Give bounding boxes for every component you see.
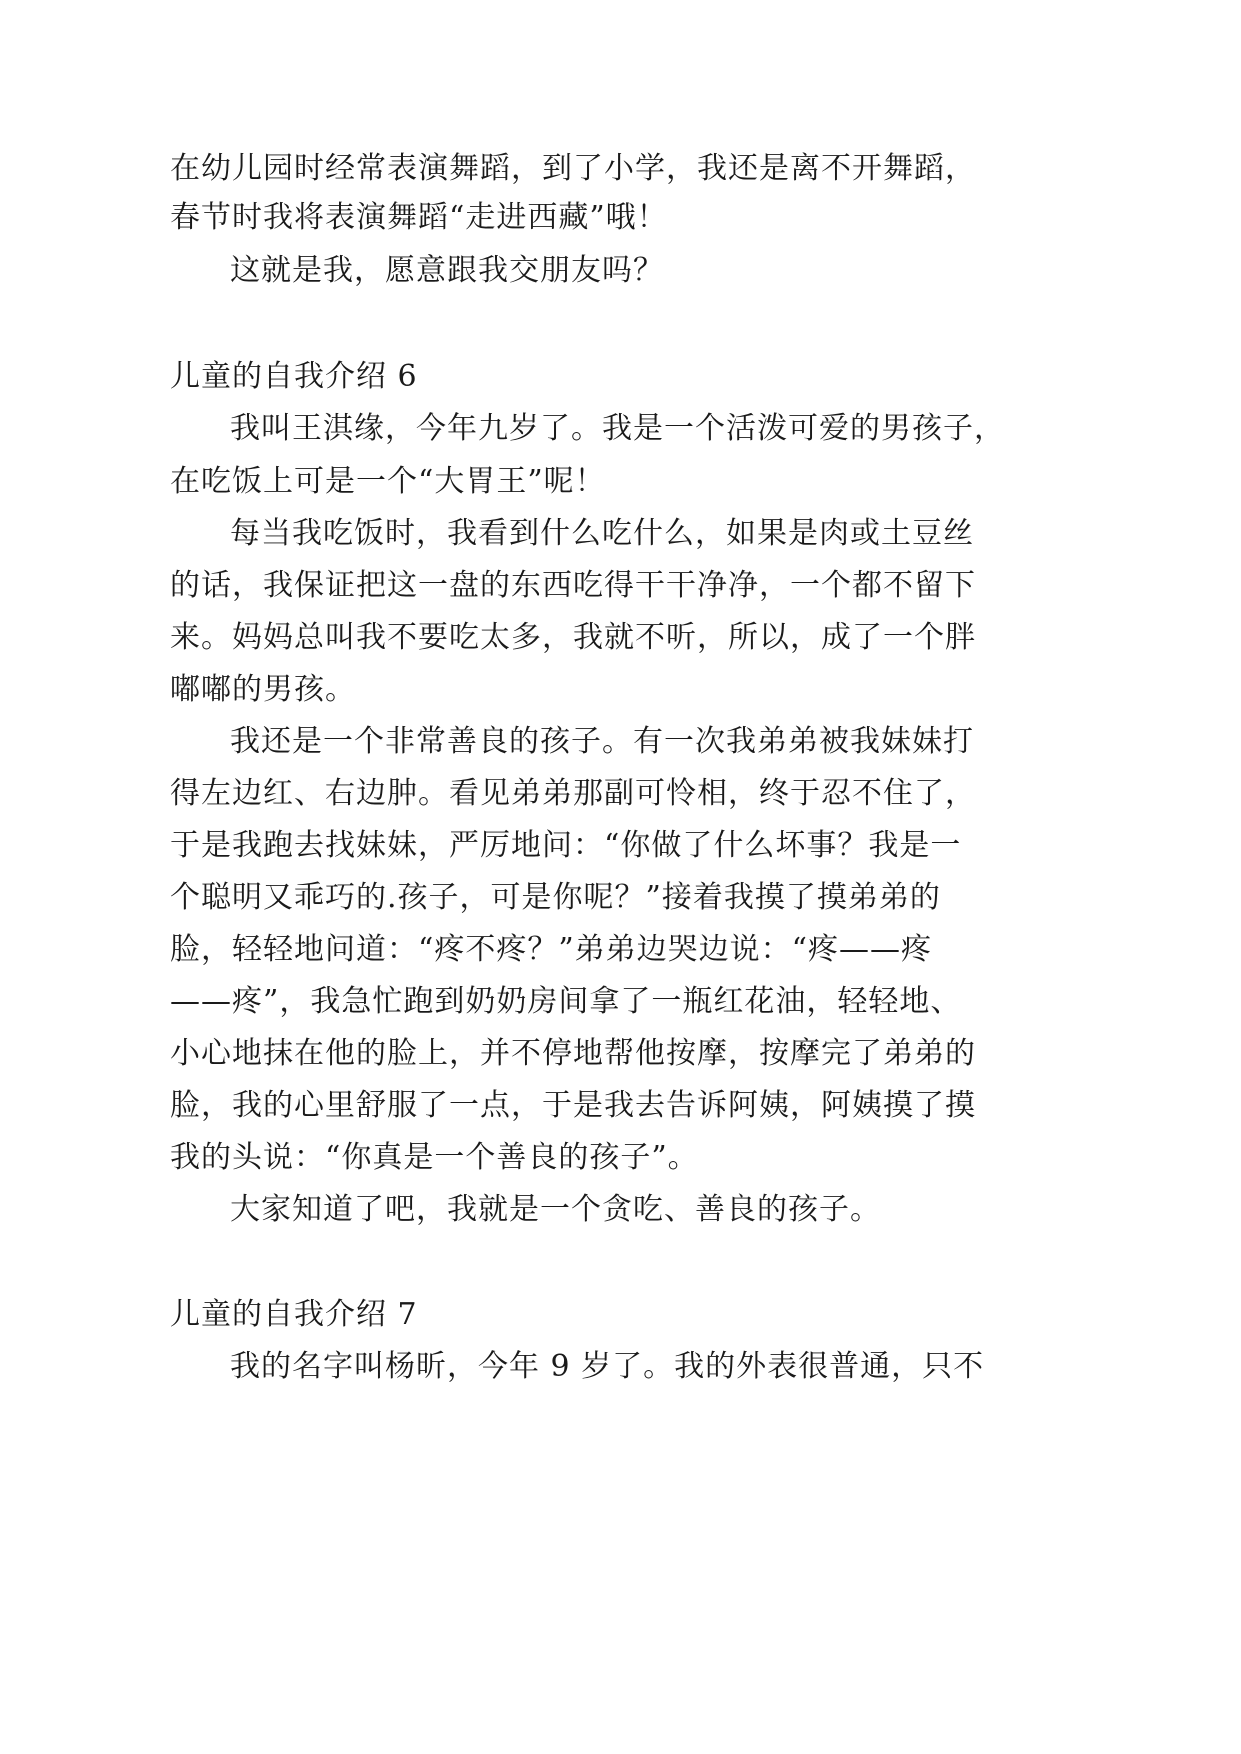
paragraph-line: 大家知道了吧，我就是一个贪吃、善良的孩子。 [230, 1192, 881, 1227]
paragraph-line: 每当我吃饭时，我看到什么吃什么，如果是肉或土豆丝 [230, 516, 974, 551]
paragraph-line: 我还是一个非常善良的孩子。有一次我弟弟被我妹妹打 [230, 724, 974, 759]
section-heading-6: 儿童的自我介绍 6 [170, 359, 418, 394]
paragraph-line: 脸，我的心里舒服了一点，于是我去告诉阿姨，阿姨摸了摸 [170, 1088, 976, 1123]
paragraph-line: 这就是我，愿意跟我交朋友吗？ [230, 253, 664, 288]
paragraph-line: 春节时我将表演舞蹈“走进西藏”哦！ [170, 200, 668, 235]
paragraph-line: 个聪明又乖巧的.孩子，可是你呢？”接着我摸了摸弟弟的 [170, 880, 941, 915]
paragraph-line: 在幼儿园时经常表演舞蹈，到了小学，我还是离不开舞蹈， [170, 151, 976, 186]
paragraph-line: 在吃饭上可是一个“大胃王”呢！ [170, 464, 606, 499]
paragraph-line: 小心地抹在他的脸上，并不停地帮他按摩，按摩完了弟弟的 [170, 1036, 976, 1071]
paragraph-line: 脸，轻轻地问道：“疼不疼？”弟弟边哭边说：“疼——疼 [170, 932, 933, 967]
paragraph-line: 于是我跑去找妹妹，严厉地问：“你做了什么坏事？我是一 [170, 828, 962, 863]
paragraph-line: ——疼”，我急忙跑到奶奶房间拿了一瓶红花油，轻轻地、 [170, 984, 962, 1019]
paragraph-line: 嘟嘟的男孩。 [170, 672, 356, 707]
paragraph-line: 我的名字叫杨昕，今年 9 岁了。我的外表很普通，只不 [230, 1349, 985, 1384]
paragraph-line: 的话，我保证把这一盘的东西吃得干干净净，一个都不留下 [170, 568, 976, 603]
paragraph-line: 我的头说：“你真是一个善良的孩子”。 [170, 1140, 699, 1175]
section-heading-7: 儿童的自我介绍 7 [170, 1297, 418, 1332]
paragraph-line: 来。妈妈总叫我不要吃太多，我就不听，所以，成了一个胖 [170, 620, 976, 655]
paragraph-line: 我叫王淇缘，今年九岁了。我是一个活泼可爱的男孩子， [230, 411, 1005, 446]
paragraph-line: 得左边红、右边肿。看见弟弟那副可怜相，终于忍不住了， [170, 776, 976, 811]
